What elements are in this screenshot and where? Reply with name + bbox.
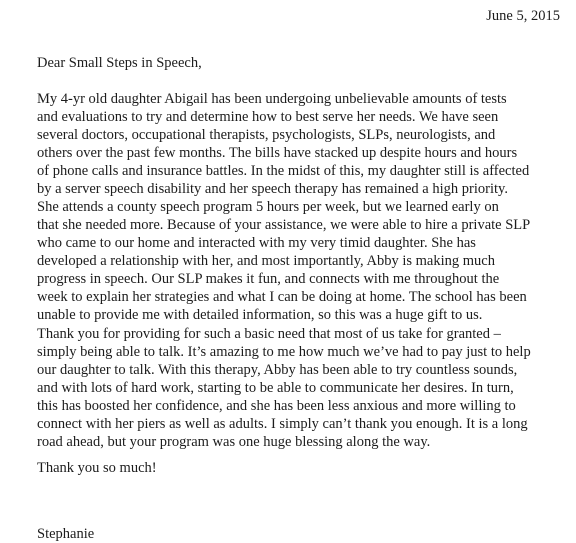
paragraph-line: road ahead, but your program was one huge blessing along the way. xyxy=(37,434,431,450)
paragraph-line: She attends a county speech program 5 hours per week, but we learned early on xyxy=(37,199,499,215)
paragraph-line: several doctors, occupational therapists, psychologists, SLPs, neurologists, and xyxy=(37,127,496,143)
signature: Stephanie xyxy=(37,526,95,542)
paragraph-line: progress in speech. Our SLP makes it fun, and connects with me throughout the xyxy=(37,271,500,287)
paragraph-line: by a server speech disability and her speech therapy has remained a high priority. xyxy=(37,181,508,197)
paragraph-line: unable to provide me with detailed information, so this was a huge gift to us. xyxy=(37,307,483,323)
paragraph-line: this has boosted her confidence, and she has been less anxious and more willing to xyxy=(37,398,516,414)
salutation: Dear Small Steps in Speech, xyxy=(37,55,202,71)
paragraph-line: of phone calls and insurance battles. In the midst of this, my daughter still is affected xyxy=(37,163,530,179)
paragraph-2 xyxy=(37,325,567,451)
paragraph-line: that she needed more. Because of your assistance, we were able to hire a private SLP xyxy=(37,217,531,233)
paragraph-line: week to explain her strategies and what I can be doing at home. The school has been xyxy=(37,289,527,305)
closing: Thank you so much! xyxy=(37,460,157,476)
paragraph-line: our daughter to talk. With this therapy, Abby has been able to try countless sounds, xyxy=(37,362,518,378)
paragraph-line: simply being able to talk. It’s amazing to me how much we’ve had to pay just to help xyxy=(37,344,531,360)
letter-date: June 5, 2015 xyxy=(486,8,560,24)
paragraph-1 xyxy=(37,90,567,324)
paragraph-line: and evaluations to try and determine how to best serve her needs. We have seen xyxy=(37,109,499,125)
paragraph-line: My 4-yr old daughter Abigail has been undergoing unbelievable amounts of tests xyxy=(37,91,507,107)
paragraph-line: Thank you for providing for such a basic need that most of us take for granted – xyxy=(37,326,501,342)
paragraph-line: who came to our home and interacted with my very timid daughter. She has xyxy=(37,235,476,251)
paragraph-line: others over the past few months. The bills have stacked up despite hours and hours xyxy=(37,145,518,161)
paragraph-line: connect with her piers as well as adults. I simply can’t thank you enough. It is a long xyxy=(37,416,528,432)
paragraph-line: developed a relationship with her, and most importantly, Abby is making much xyxy=(37,253,495,269)
paragraph-line: and with lots of hard work, starting to be able to communicate her desires. In turn, xyxy=(37,380,514,396)
